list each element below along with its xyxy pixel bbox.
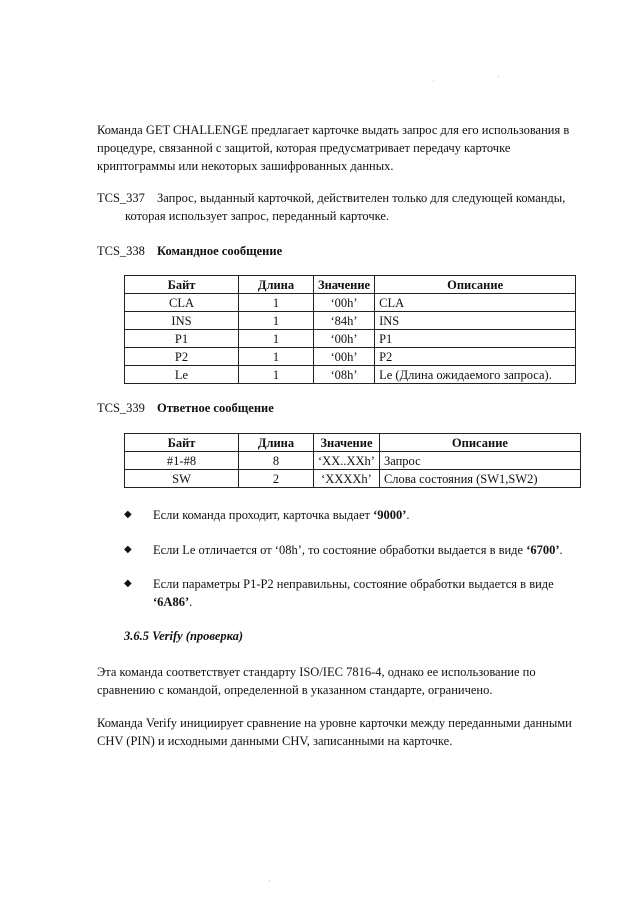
bullet-text	[153, 575, 584, 611]
bullet-tail: .	[406, 508, 410, 522]
req-title: Командное сообщение	[157, 244, 283, 258]
section-heading	[124, 627, 243, 645]
bullet-tail: .	[189, 595, 193, 609]
bullet-body: Если Le отличается от ‘08h’, то состояние обработки выдается в виде	[153, 543, 527, 557]
status-code: ‘9000’	[373, 508, 407, 522]
table-row	[125, 312, 576, 330]
status-code: ‘6A86’	[153, 595, 190, 609]
list-item	[124, 506, 584, 524]
cell-description: Le (Длина ожидаемого запроса).	[375, 366, 576, 384]
cell-byte: INS	[125, 312, 239, 330]
diamond-bullet-icon: ◆	[124, 509, 132, 520]
col-header-length: Длина	[239, 434, 314, 452]
scan-speck: ·	[497, 72, 500, 82]
cell-length: 2	[239, 470, 314, 488]
cell-value: ‘XX..XXh’	[314, 452, 380, 470]
table-row	[125, 470, 581, 488]
req-id: TCS_339	[97, 401, 145, 415]
req-text-line2: которая использует запрос, переданный карточке.	[125, 209, 390, 223]
table-header-row	[125, 276, 576, 294]
cell-description: P1	[375, 330, 576, 348]
bullet-tail: .	[559, 543, 563, 557]
table-row	[125, 452, 581, 470]
cell-description: CLA	[375, 294, 576, 312]
scan-speck: ·	[432, 76, 435, 86]
cell-length: 1	[239, 312, 314, 330]
cell-value: ‘XXXXh’	[314, 470, 380, 488]
col-header-value: Значение	[314, 276, 375, 294]
col-header-byte: Байт	[125, 434, 239, 452]
cell-byte: SW	[125, 470, 239, 488]
diamond-bullet-icon: ◆	[124, 578, 132, 589]
cell-length: 8	[239, 452, 314, 470]
cell-byte: CLA	[125, 294, 239, 312]
cell-byte: P1	[125, 330, 239, 348]
bullet-body: Если команда проходит, карточка выдает	[153, 508, 374, 522]
cell-description: P2	[375, 348, 576, 366]
list-item	[124, 575, 584, 611]
intro-paragraph: Команда GET CHALLENGE предлагает карточке выдать запрос для его использования в процедуре, связанной с защитой, которая предусматривает передачу карточке криптограммы или некоторых зашифрованных данных.	[97, 123, 570, 173]
command-message-table	[124, 275, 576, 384]
cell-description: INS	[375, 312, 576, 330]
cell-byte: #1-#8	[125, 452, 239, 470]
col-header-byte: Байт	[125, 276, 239, 294]
requirement-tcs-338	[97, 242, 587, 260]
cell-value: ‘00h’	[314, 330, 375, 348]
col-header-value: Значение	[314, 434, 380, 452]
requirement-tcs-337	[97, 189, 587, 225]
cell-description: Слова состояния (SW1,SW2)	[379, 470, 580, 488]
table-row	[125, 294, 576, 312]
verify-paragraph-2: Команда Verify инициирует сравнение на уровне карточки между переданными данными CHV (PIN) и исходными данными CHV, записанными на карточке.	[97, 716, 572, 748]
cell-byte: P2	[125, 348, 239, 366]
cell-length: 1	[239, 366, 314, 384]
table-row	[125, 348, 576, 366]
cell-value: ‘08h’	[314, 366, 375, 384]
bullet-body: Если параметры P1-P2 неправильны, состояние обработки выдается в виде	[153, 577, 554, 591]
cell-length: 1	[239, 330, 314, 348]
cell-description: Запрос	[379, 452, 580, 470]
cell-byte: Le	[125, 366, 239, 384]
status-code: ‘6700’	[526, 543, 560, 557]
cell-value: ‘00h’	[314, 294, 375, 312]
col-header-length: Длина	[239, 276, 314, 294]
response-message-table	[124, 433, 581, 488]
table-row	[125, 366, 576, 384]
cell-length: 1	[239, 294, 314, 312]
section-title: Verify (проверка)	[152, 629, 244, 643]
table-row	[125, 330, 576, 348]
col-header-description: Описание	[379, 434, 580, 452]
cell-length: 1	[239, 348, 314, 366]
req-id: TCS_337	[97, 191, 145, 205]
col-header-description: Описание	[375, 276, 576, 294]
req-337-line1	[97, 189, 587, 207]
table-header-row	[125, 434, 581, 452]
list-item	[124, 541, 584, 559]
req-text-line1: Запрос, выданный карточкой, действителен только для следующей команды,	[157, 191, 566, 205]
verify-paragraph-1: Эта команда соответствует стандарту ISO/IEC 7816-4, однако ее использование по сравнению с командой, определенной в указанном стандарте, ограничено.	[97, 665, 536, 697]
cell-value: ‘00h’	[314, 348, 375, 366]
bullet-text	[153, 541, 584, 559]
scan-speck: ·	[268, 876, 271, 886]
diamond-bullet-icon: ◆	[124, 544, 132, 555]
req-title: Ответное сообщение	[157, 401, 274, 415]
requirement-tcs-339	[97, 399, 587, 417]
bullet-text	[153, 506, 584, 524]
req-id: TCS_338	[97, 244, 145, 258]
section-number: 3.6.5	[124, 629, 149, 643]
cell-value: ‘84h’	[314, 312, 375, 330]
